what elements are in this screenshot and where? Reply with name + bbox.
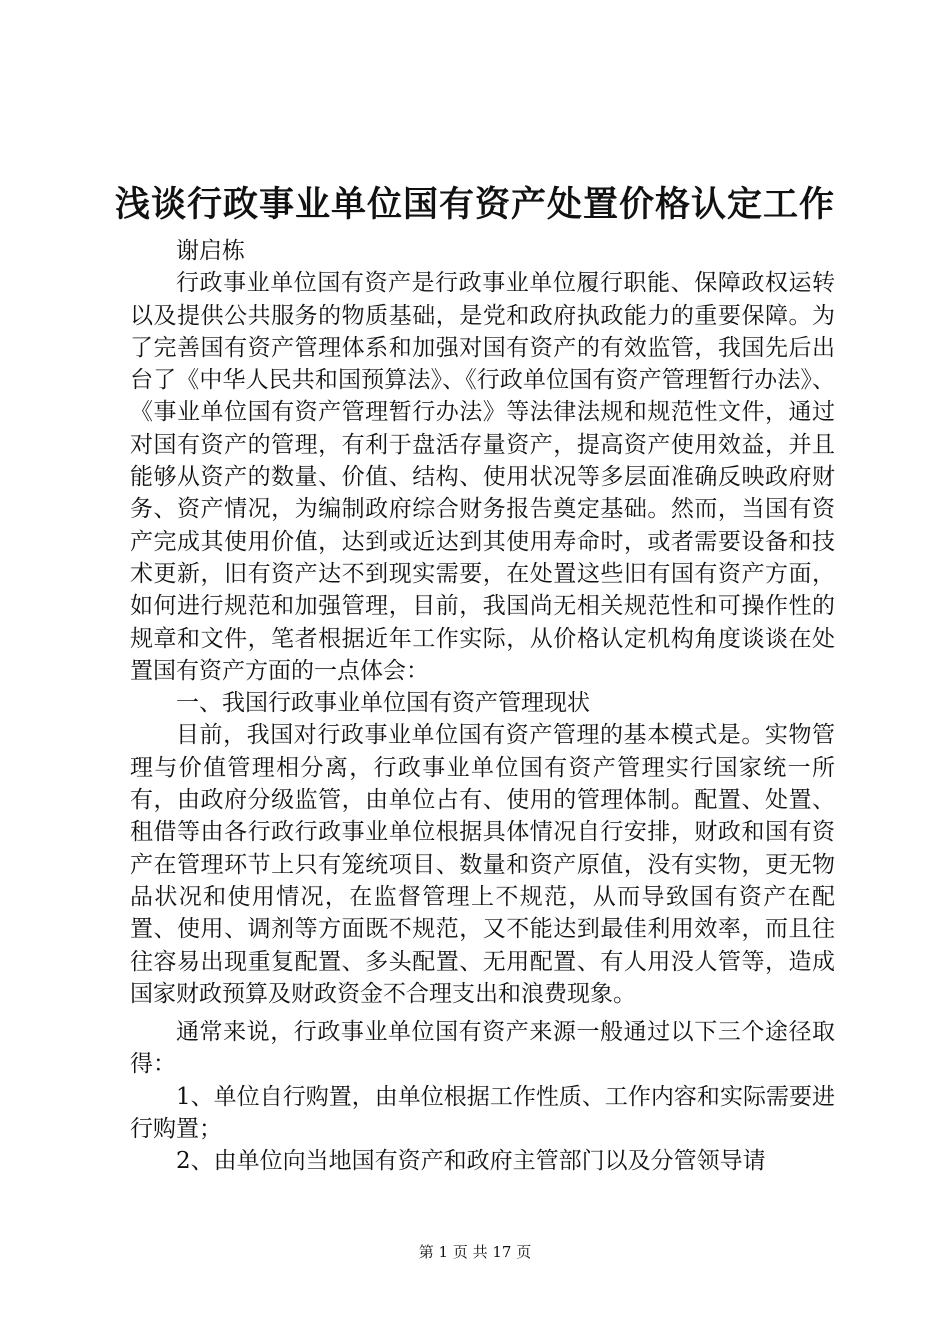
- page-title: 浅谈行政事业单位国有资产处置价格认定工作: [114, 184, 835, 225]
- author-line: 谢启栋: [176, 238, 245, 264]
- paragraph-status: 目前，我国对行政事业单位国有资产管理的基本模式是。实物管理与价值管理相分离，行政事业单位国有资产管理实行国家统一所有，由政府分级监管，由单位占有、使用的管理体制。配置、处置、租借等由各行政行政事业单位根据具体情况自行安排，财政和国有资产在管理环节上只有笼统项目、数量和资产原值，没有实物，更无物品状况和使用情况，在监督管理上不规范，从而导致国有资产在配置、使用、调剂等方面既不规范，又不能达到最佳利用效率，而且往往容易出现重复配置、多头配置、无用配置、有人用没人管等，造成国家财政预算及财政资金不合理支出和浪费现象。: [130, 722, 835, 1007]
- paragraph-intro: 行政事业单位国有资产是行政事业单位履行职能、保障政权运转以及提供公共服务的物质基础，是党和政府执政能力的重要保障。为了完善国有资产管理体系和加强对国有资产的有效监管，我国先后出台了《中华人民共和国预算法》、《行政单位国有资产管理暂行办法》、《事业单位国有资产管理暂行办法》等法律法规和规范性文件，通过对国有资产的管理，有利于盘活存量资产，提高资产使用效益，并且能够从资产的数量、价值、结构、使用状况等多层面准确反映政府财务、资产情况，为编制政府综合财务报告奠定基础。然而，当国有资产完成其使用价值，达到或近达到其使用寿命时，或者需要设备和技术更新，旧有资产达不到现实需要，在处置这些旧有国有资产方面，如何进行规范和加强管理，目前，我国尚无相关规范性和可操作性的规章和文件，笔者根据近年工作实际，从价格认定机构角度谈谈在处置国有资产方面的一点体会：: [130, 270, 835, 684]
- section-heading-1: 一、我国行政事业单位国有资产管理现状: [176, 690, 590, 717]
- list-item-1: 1、单位自行购置，由单位根据工作性质、工作内容和实际需要进行购置；: [130, 1083, 835, 1143]
- list-item-2: 2、由单位向当地国有资产和政府主管部门以及分管领导请: [176, 1148, 766, 1175]
- document-body: [130, 235, 835, 1178]
- page-footer: 第 1 页 共 17 页: [418, 1243, 532, 1261]
- paragraph-sources: 通常来说，行政事业单位国有资产来源一般通过以下三个途径取得：: [130, 1019, 835, 1078]
